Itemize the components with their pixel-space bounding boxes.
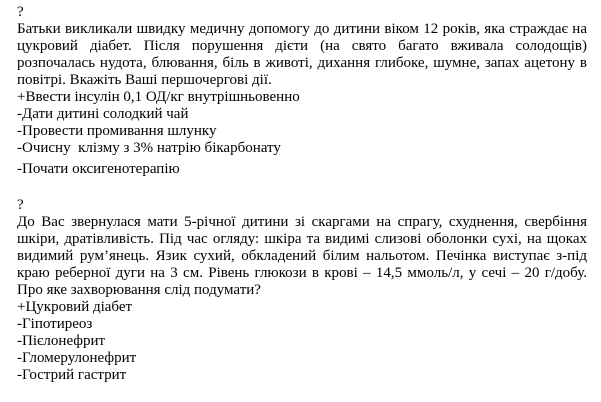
- question-text: До Вас звернулася мати 5-річної дитини зі скаргами на спрагу, схуднення, свербіння шкіри, дратівливість. Під час огляду: шкіра та видимі слизові оболонки сухі, на щоках видимий рум’янець. Язик сухий, обкладений білим нальотом. Печінка виступає з-під краю реберної дуги на 3 см. Рівень глюкози в крові – 14,5 ммоль/л, у сечі – 20 г/добу. Про яке захворювання слід подумати?: [17, 214, 587, 298]
- question-marker: ?: [17, 197, 24, 213]
- answer-option: -Очисну клізму з 3% натрію бікарбонату: [17, 140, 281, 156]
- answer-option: -Дати дитині солодкий чай: [17, 106, 189, 122]
- question-block-1: [17, 4, 587, 178]
- document-page: [17, 4, 587, 384]
- answer-list: [17, 299, 587, 384]
- answer-option: -Гострий гастрит: [17, 367, 127, 383]
- answer-option: -Гломерулонефрит: [17, 350, 137, 366]
- answer-option: -Провести промивання шлунку: [17, 123, 217, 139]
- question-block-2: [17, 197, 587, 384]
- question-marker: ?: [17, 4, 24, 20]
- answer-option: -Почати оксигенотерапію: [17, 161, 180, 177]
- blank-line: [17, 178, 587, 197]
- answer-list: [17, 89, 587, 178]
- answer-option: +Цукровий діабет: [17, 299, 133, 315]
- answer-option: -Гіпотиреоз: [17, 316, 93, 332]
- answer-option: +Ввести інсулін 0,1 ОД/кг внутрішньовенно: [17, 89, 300, 105]
- answer-option: -Пієлонефрит: [17, 333, 106, 349]
- question-text: Батьки викликали швидку медичну допомогу до дитини віком 12 років, яка страждає на цукровий діабет. Після порушення дієти (на свято багато вживала солодощів) розпочалась нудота, блювання, біль в животі, дихання глибоке, шумне, запах ацетону в повітрі. Вкажіть Ваші першочергові дії.: [17, 21, 587, 88]
